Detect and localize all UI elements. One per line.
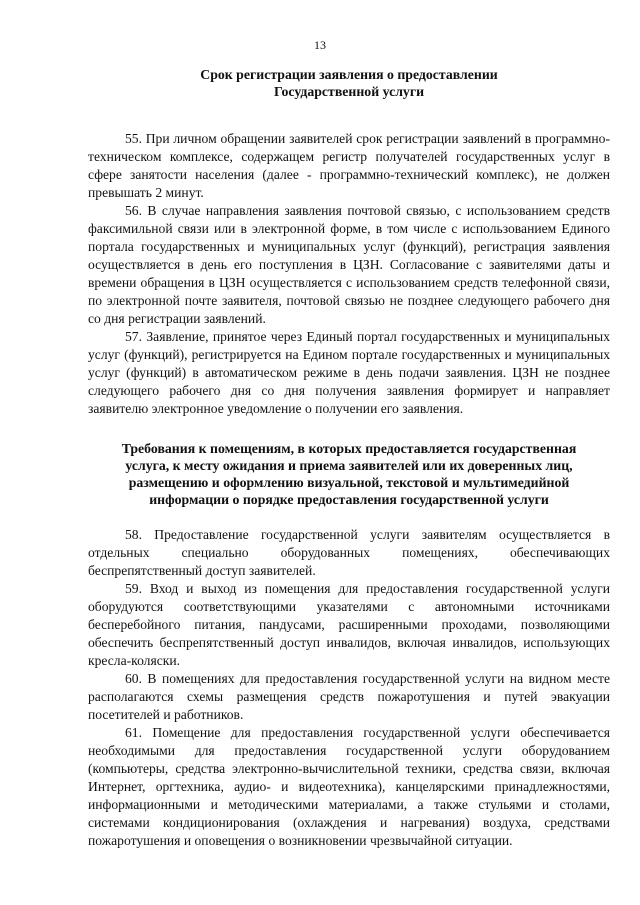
heading-line: услуга, к месту ожидания и приема заявителей или их доверенных лиц,: [125, 458, 573, 473]
paragraph-57: 57. Заявление, принятое через Единый портал государственных и муниципальных услуг (функций), регистрируется на Едином портале государственных и муниципальных услуг (функций) в автоматическом режиме в день подачи заявления. ЦЗН не позднее следующего рабочего дня со дня получения заявления формирует и направляет заявителю электронное уведомление о получении его заявления.: [88, 329, 610, 416]
paragraph-61: 61. Помещение для предоставления государственной услуги обеспечивается необходимыми для предоставления государственной услуги оборудованием (компьютеры, средства электронно-вычислительной техники, средства связи, включая Интернет, оргтехника, аудио- и видеотехника), канцелярскими принадлежностями, информационными и методическими материалами, а также стульями и столами, системами кондиционирования (охлаждения и нагревания) воздуха, средствами пожаротушения и оповещения о возникновении чрезвычайной ситуации.: [88, 725, 610, 848]
paragraph-60: 60. В помещениях для предоставления государственной услуги на видном месте располагаются схемы размещения средств пожаротушения и путей эвакуации посетителей и работников.: [88, 671, 610, 722]
paragraph-58: 58. Предоставление государственной услуги заявителям осуществляется в отдельных специально оборудованных помещениях, обеспечивающих беспрепятственный доступ заявителей.: [88, 527, 610, 578]
heading-line: размещению и оформлению визуальной, текстовой и мультимедийной: [128, 475, 570, 490]
paragraph-59: 59. Вход и выход из помещения для предоставления государственной услуги оборудуются соответствующими указателями с автономными источниками бесперебойного питания, пандусами, расширенными проходами, позволяющими обеспечить беспрепятственный доступ инвалидов, включая инвалидов, использующих кресла-коляски.: [88, 581, 610, 668]
heading-line: Государственной услуги: [273, 84, 425, 99]
document-content: [88, 66, 610, 850]
paragraph-55: 55. При личном обращении заявителей срок регистрации заявлений в программно-техническом комплексе, содержащем регистр получателей государственных услуг в сфере занятости населения (далее - программно-технический комплекс), не должен превышать 2 минут.: [88, 131, 610, 200]
heading-line: Срок регистрации заявления о предоставлении: [200, 67, 498, 82]
section-heading-registration: [88, 66, 610, 100]
heading-line: Требования к помещениям, в которых предоставляется государственная: [121, 441, 577, 456]
page-number: 13: [314, 38, 326, 52]
heading-line: информации о порядке предоставления государственной услуги: [149, 492, 549, 507]
section-heading-premises: [88, 440, 610, 508]
paragraph-56: 56. В случае направления заявления почтовой связью, с использованием средств факсимильной связи или в электронной форме, в том числе с использованием Единого портала государственных и муниципальных услуг (функций), регистрация заявления осуществляется в день его поступления в ЦЗН. Согласование с заявителями даты и времени обращения в ЦЗН осуществляется с использованием средств телефонной связи, по электронной почте заявителя, почтовой связью не позднее следующего рабочего дня со дня регистрации заявлений.: [88, 203, 610, 326]
